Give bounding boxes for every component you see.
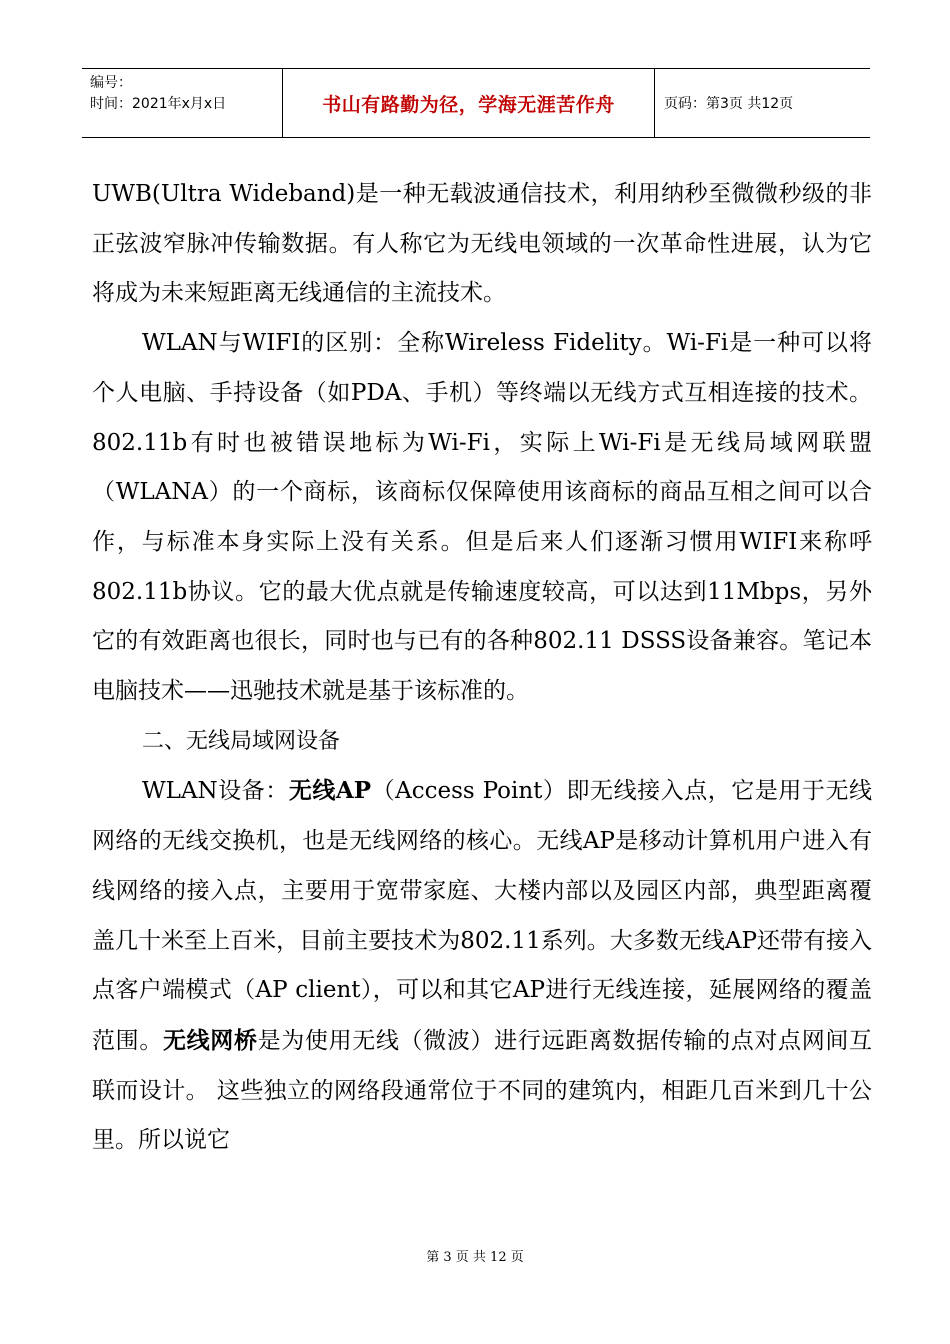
section-heading: 二、无线局域网设备 (142, 728, 341, 754)
header-motto: 书山有路勤为径，学海无涯苦作舟 (322, 93, 615, 116)
paragraph-wlan-devices (92, 766, 872, 1166)
header-page-code: 页码：第3页 共12页 (664, 96, 794, 112)
wlan-devices-label: WLAN设备： (142, 778, 289, 805)
term-wireless-bridge: 无线网桥 (162, 1026, 258, 1054)
document-header (82, 68, 870, 138)
header-page-cell (655, 69, 870, 137)
header-date-label: 时间：2021年x月x日 (90, 96, 227, 112)
paragraph-wlan-wifi: WLAN与WIFI的区别：全称Wireless Fidelity。Wi-Fi是一种可以将个人电脑、手持设备（如PDA、手机）等终端以无线方式互相连接的技术。802.11b有时也被错误地标为Wi-Fi，实际上Wi-Fi是无线局域网联盟（WLANA）的一个商标，该商标仅保障使用该商标的商品互相之间可以合作，与标准本身实际上没有关系。但是后来人们逐渐习惯用WIFI来称呼802.11b协议。它的最大优点就是传输速度较高，可以达到11Mbps，另外它的有效距离也很长，同时也与已有的各种802.11 DSSS设备兼容。笔记本电脑技术——迅驰技术就是基于该标准的。 (92, 330, 872, 705)
term-wireless-ap: 无线AP (288, 777, 372, 805)
header-motto-cell (283, 69, 655, 137)
document-body (92, 170, 872, 1166)
header-meta-cell (82, 69, 283, 137)
wireless-bridge-description: 是为使用无线（微波）进行远距离数据传输的点对点网间互联而设计。 这些独立的网络段通常位于不同的建筑内，相距几百米到几十公里。所以说它 (92, 1027, 872, 1154)
header-number-label: 编号： (90, 75, 132, 91)
footer-page-number: 第 3 页 共 12 页 (426, 1250, 524, 1265)
wireless-ap-description: （Access Point）即无线接入点，它是用于无线网络的无线交换机，也是无线网络的核心。无线AP是移动计算机用户进入有线网络的接入点，主要用于宽带家庭、大楼内部以及园区内部，典型距离覆盖几十米至上百米，目前主要技术为802.11系列。大多数无线AP还带有接入点客户端模式（AP client），可以和其它AP进行无线连接，延展网络的覆盖范围。 (92, 778, 872, 1054)
page-footer (0, 1246, 950, 1265)
paragraph-uwb: UWB(Ultra Wideband)是一种无载波通信技术，利用纳秒至微微秒级的非正弦波窄脉冲传输数据。有人称它为无线电领域的一次革命性进展，认为它将成为未来短距离无线通信的主流技术。 (92, 181, 872, 307)
